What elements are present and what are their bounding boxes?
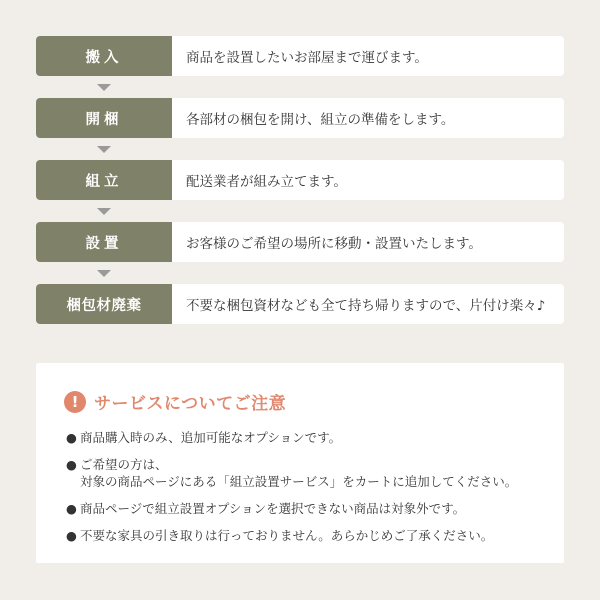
step-packaging-disposal	[36, 284, 564, 324]
bullet-icon: ●	[66, 501, 77, 516]
list-item	[66, 500, 546, 517]
step-description: 不要な梱包資材なども全て持ち帰りますので、片付け楽々♪	[186, 298, 546, 314]
step-arrow	[36, 76, 172, 98]
step-assemble	[36, 160, 564, 200]
step-install	[36, 222, 564, 262]
notice-title: サービスについてご注意	[94, 394, 287, 414]
down-arrow-icon	[97, 270, 111, 277]
step-description: 商品を設置したいお部屋まで運びます。	[186, 50, 428, 66]
down-arrow-icon	[97, 146, 111, 153]
list-item	[66, 527, 546, 544]
step-description: 各部材の梱包を開け、組立の準備をします。	[186, 112, 455, 128]
step-arrow	[36, 200, 172, 222]
step-label: 搬入	[36, 36, 172, 76]
step-unpack	[36, 98, 564, 138]
notice-text: 商品ページで組立設置オプションを選択できない商品は対象外です。	[80, 501, 466, 516]
bullet-icon: ●	[66, 430, 77, 445]
service-notice-panel	[36, 363, 564, 563]
list-item	[66, 429, 546, 446]
service-steps	[36, 36, 564, 324]
notice-text: 不要な家具の引き取りは行っておりません。あらかじめご了承ください。	[80, 528, 494, 543]
notice-text: ご希望の方は、	[80, 457, 168, 472]
step-description: 配送業者が組み立てます。	[186, 174, 347, 190]
step-description: お客様のご希望の場所に移動・設置いたします。	[186, 236, 482, 252]
step-label: 組立	[36, 160, 172, 200]
down-arrow-icon	[97, 84, 111, 91]
notice-text: 対象の商品ページにある「組立設置サービス」をカートに追加してください。	[80, 474, 518, 489]
step-carry-in	[36, 36, 564, 76]
notice-text: 商品購入時のみ、追加可能なオプションです。	[80, 430, 342, 445]
bullet-icon: ●	[66, 528, 77, 543]
step-label: 設置	[36, 222, 172, 262]
notice-list	[66, 429, 546, 554]
notice-header	[64, 389, 286, 414]
step-label: 開梱	[36, 98, 172, 138]
bullet-icon: ●	[66, 457, 77, 472]
exclamation-icon: !	[64, 391, 86, 413]
down-arrow-icon	[97, 208, 111, 215]
list-item	[66, 456, 546, 490]
step-arrow	[36, 262, 172, 284]
step-arrow	[36, 138, 172, 160]
step-label: 梱包材廃棄	[36, 284, 172, 324]
